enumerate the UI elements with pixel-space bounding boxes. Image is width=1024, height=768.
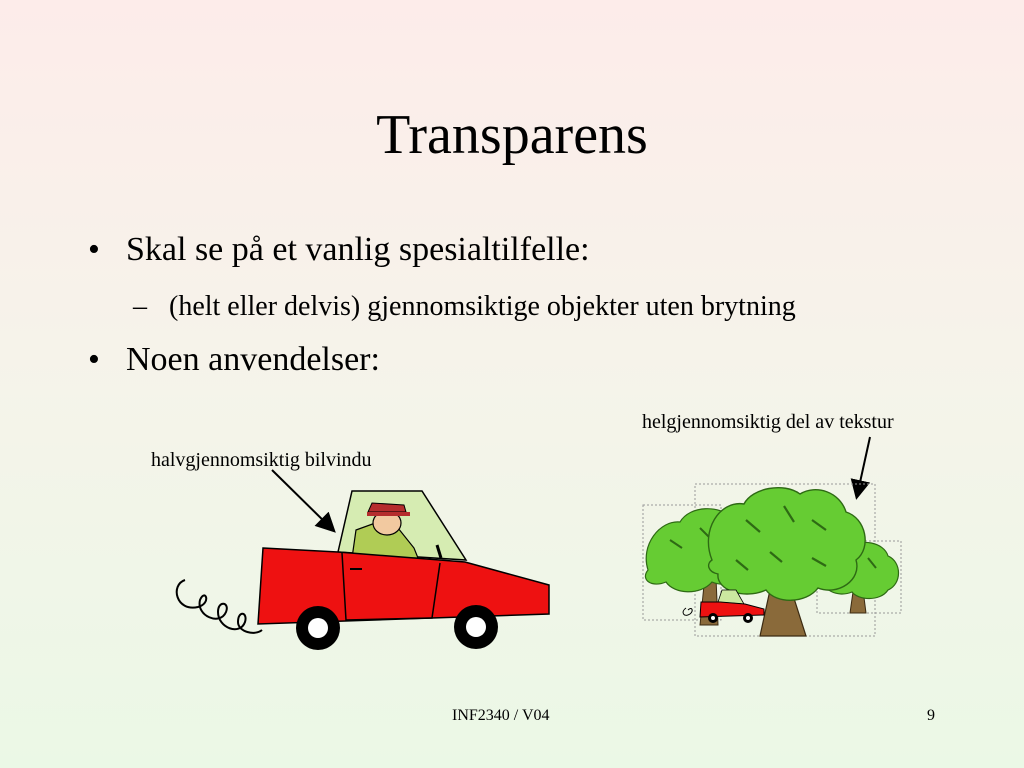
- texture-label: helgjennomsiktig del av tekstur: [642, 411, 894, 433]
- sub-bullet-marker: –: [133, 291, 147, 322]
- tree-scene: [643, 484, 901, 636]
- rear-wheel: [296, 606, 340, 650]
- slide-title: Transparens: [376, 104, 648, 166]
- car-window-arrow: [272, 470, 333, 530]
- car-body: [258, 548, 549, 624]
- bullet-marker: •: [88, 231, 100, 268]
- sub-bullet-text: (helt eller delvis) gjennomsiktige objekter uten brytning: [169, 291, 796, 322]
- footer-page-number: 9: [927, 707, 935, 724]
- bullet-2-text: Noen anvendelser:: [126, 341, 380, 378]
- bullet-1-text: Skal se på et vanlig spesialtilfelle:: [126, 231, 590, 268]
- car-window-label: halvgjennomsiktig bilvindu: [151, 449, 372, 471]
- bullet-marker: •: [88, 341, 100, 378]
- car-illustration: [177, 491, 549, 650]
- footer-course: INF2340 / V04: [452, 707, 550, 724]
- front-wheel: [454, 605, 498, 649]
- texture-arrow: [857, 437, 870, 496]
- exhaust-squiggle: [177, 580, 262, 633]
